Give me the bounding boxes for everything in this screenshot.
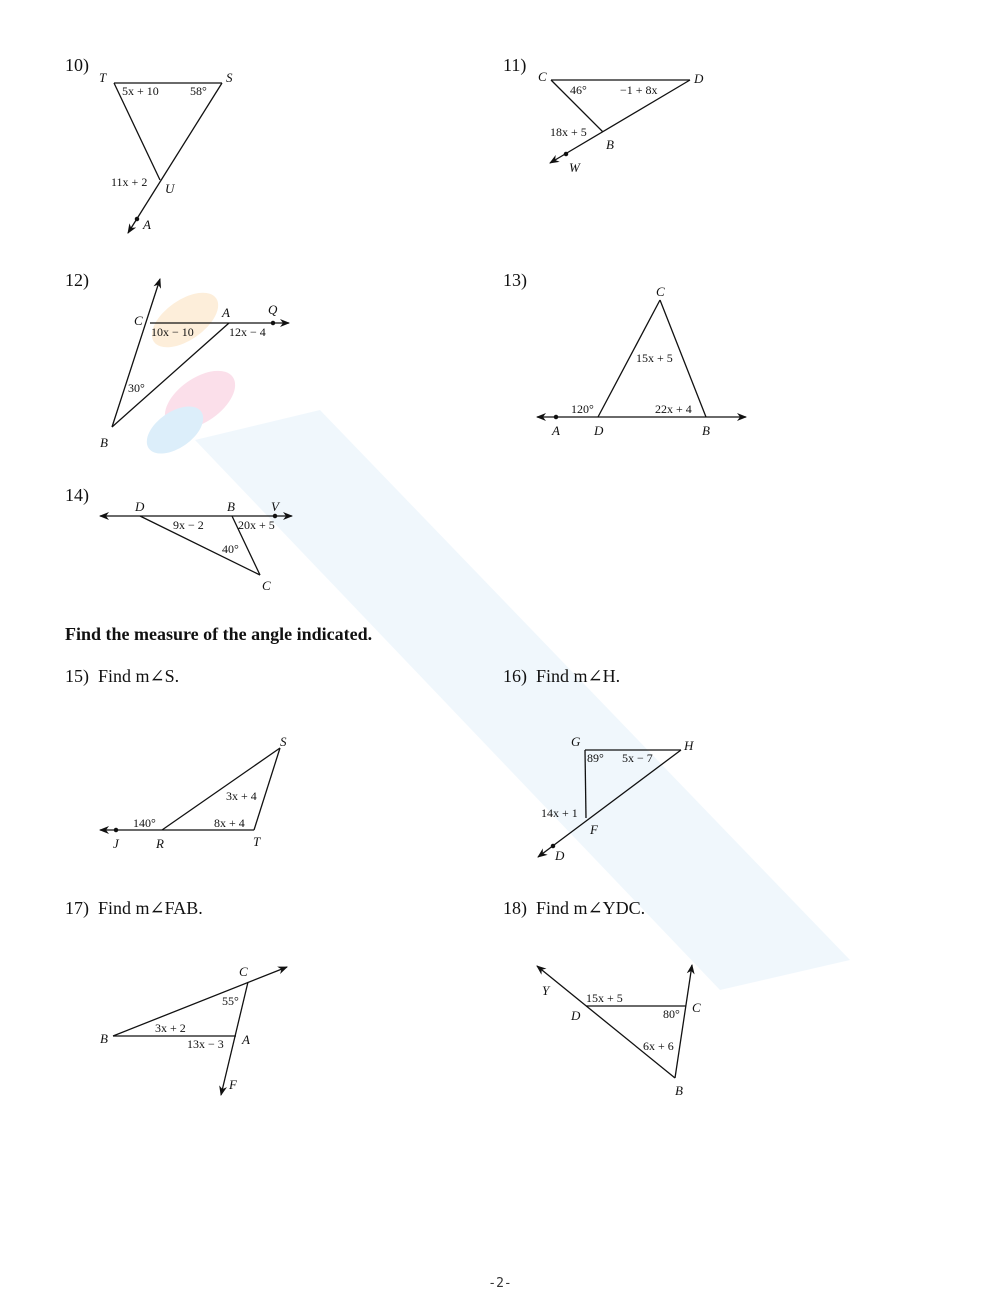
p16-vertex-G: G xyxy=(571,734,581,749)
p13-vertex-A: A xyxy=(552,423,560,438)
p17-vertex-F: F xyxy=(229,1077,237,1092)
p12-exp-3: 30° xyxy=(128,381,145,395)
section-heading: Find the measure of the angle indicated. xyxy=(65,624,373,644)
p13-exp-2: 120° xyxy=(571,402,594,416)
p16-vertex-F: F xyxy=(590,822,598,837)
p18-vertex-B: B xyxy=(675,1083,683,1098)
p14-vertex-B: B xyxy=(227,499,235,514)
p16-exp-3: 14x + 1 xyxy=(541,806,578,820)
p16-vertex-H: H xyxy=(684,738,694,753)
problem-number-13: 13) xyxy=(503,270,527,290)
p14-vertex-C: C xyxy=(262,578,271,593)
problem-number-14: 14) xyxy=(65,485,89,505)
p12-vertex-A: A xyxy=(222,305,230,320)
p11-vertex-B: B xyxy=(606,137,614,152)
p18-vertex-D: D xyxy=(571,1008,581,1023)
p11-exp-2: −1 + 8x xyxy=(620,83,658,97)
p10-vertex-A: A xyxy=(143,217,151,232)
p14-vertex-V: V xyxy=(271,499,279,514)
p10-vertex-T: T xyxy=(99,70,107,85)
p18-vertex-C: C xyxy=(692,1000,701,1015)
p13-exp-1: 15x + 5 xyxy=(636,351,673,365)
problem-16-find: Find m∠H. xyxy=(536,666,621,686)
p14-exp-2: 20x + 5 xyxy=(238,518,275,532)
p13-vertex-D: D xyxy=(594,423,604,438)
p17-vertex-C: C xyxy=(239,964,248,979)
p10-exp-3: 11x + 2 xyxy=(111,175,148,189)
p12-vertex-B: B xyxy=(100,435,108,450)
p11-exp-1: 46° xyxy=(570,83,587,97)
p11-exp-3: 18x + 5 xyxy=(550,125,587,139)
p12-vertex-Q: Q xyxy=(268,302,278,317)
p10-exp-2: 58° xyxy=(190,84,207,98)
p14-vertex-D: D xyxy=(135,499,145,514)
p18-vertex-Y: Y xyxy=(542,983,550,998)
p16-exp-2: 5x − 7 xyxy=(622,751,653,765)
p12-exp-2: 12x − 4 xyxy=(229,325,266,339)
problem-number-17: 17) xyxy=(65,898,89,918)
p18-exp-3: 6x + 6 xyxy=(643,1039,674,1053)
p14-exp-3: 40° xyxy=(222,542,239,556)
p17-exp-1: 55° xyxy=(222,994,239,1008)
p12-exp-1: 10x − 10 xyxy=(151,325,194,339)
p15-vertex-S: S xyxy=(280,734,287,749)
problem-number-12: 12) xyxy=(65,270,89,290)
figure-10 xyxy=(114,83,222,233)
p15-vertex-T: T xyxy=(253,834,261,849)
page-number: -2- xyxy=(488,1276,512,1291)
p10-vertex-U: U xyxy=(165,181,175,196)
p16-vertex-D: D xyxy=(555,848,565,863)
figure-18 xyxy=(537,965,692,1078)
p11-vertex-C: C xyxy=(538,69,547,84)
p16-exp-1: 89° xyxy=(587,751,604,765)
p18-exp-1: 15x + 5 xyxy=(586,991,623,1005)
p17-vertex-A: A xyxy=(242,1032,250,1047)
p11-vertex-W: W xyxy=(569,160,580,175)
p15-exp-1: 3x + 4 xyxy=(226,789,257,803)
p13-vertex-B: B xyxy=(702,423,710,438)
p12-vertex-C: C xyxy=(134,313,143,328)
p15-exp-3: 8x + 4 xyxy=(214,816,245,830)
p15-exp-2: 140° xyxy=(133,816,156,830)
problem-number-16: 16) xyxy=(503,666,527,686)
figure-12 xyxy=(112,279,289,427)
p17-vertex-B: B xyxy=(100,1031,108,1046)
p18-exp-2: 80° xyxy=(663,1007,680,1021)
problem-number-18: 18) xyxy=(503,898,527,918)
p13-vertex-C: C xyxy=(656,284,665,299)
p14-exp-1: 9x − 2 xyxy=(173,518,204,532)
figure-17 xyxy=(113,967,287,1095)
p10-vertex-S: S xyxy=(226,70,233,85)
problem-number-10: 10) xyxy=(65,55,89,75)
p13-exp-3: 22x + 4 xyxy=(655,402,692,416)
p17-exp-2: 3x + 2 xyxy=(155,1021,186,1035)
p15-vertex-R: R xyxy=(156,836,164,851)
figure-16 xyxy=(538,750,681,857)
problem-number-15: 15) xyxy=(65,666,89,686)
problem-17-find: Find m∠FAB. xyxy=(98,898,203,918)
p11-vertex-D: D xyxy=(694,71,704,86)
problem-number-11: 11) xyxy=(503,55,527,75)
problem-15-find: Find m∠S. xyxy=(98,666,180,686)
p17-exp-3: 13x − 3 xyxy=(187,1037,224,1051)
p15-vertex-J: J xyxy=(113,836,119,851)
problem-18-find: Find m∠YDC. xyxy=(536,898,646,918)
p10-exp-1: 5x + 10 xyxy=(122,84,159,98)
